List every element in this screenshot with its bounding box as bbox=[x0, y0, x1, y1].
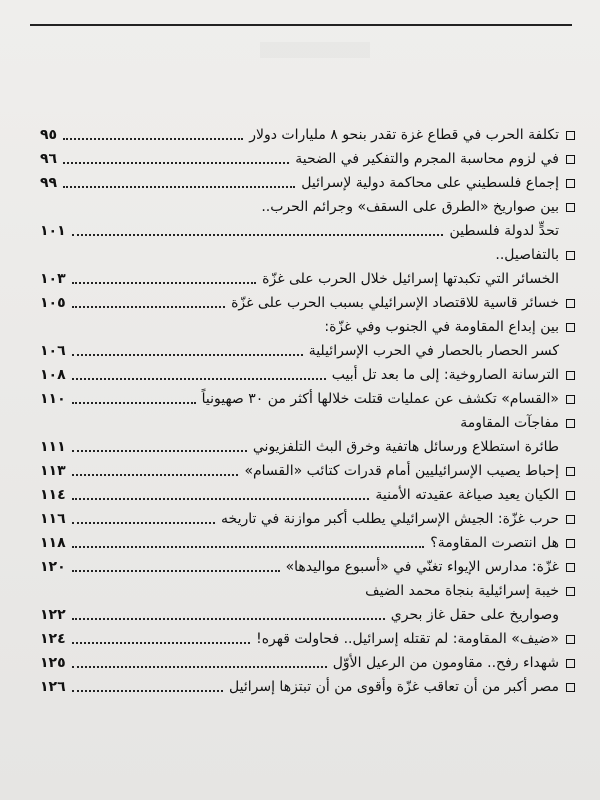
entry-title: بالتفاصيل.. bbox=[495, 247, 559, 263]
page-number: ١١٠ bbox=[40, 391, 66, 407]
page-number: ١٠٦ bbox=[40, 343, 66, 359]
entry-title: مصر أكبر من أن تعاقب غزّة وأقوى من أن تبتزها إسرائيل bbox=[229, 679, 559, 695]
toc-entry bbox=[40, 676, 575, 698]
entry-title: بين صواريخ «الطرق على السقف» وجرائم الحرب.. bbox=[261, 199, 559, 215]
entry-title: حرب غزّة: الجيش الإسرائيلي يطلب أكبر موازنة في تاريخه bbox=[221, 511, 559, 527]
checkbox-icon bbox=[566, 299, 575, 308]
toc-entry bbox=[40, 604, 575, 626]
entry-title: الترسانة الصاروخية: إلى ما بعد تل أبيب bbox=[331, 367, 559, 383]
dot-leader bbox=[72, 354, 303, 356]
entry-title: إجماع فلسطيني على محاكمة دولية لإسرائيل bbox=[301, 175, 559, 191]
checkbox-icon bbox=[566, 419, 575, 428]
checkbox-icon bbox=[566, 563, 575, 572]
entry-title: «القسام» تكشف عن عمليات قتلت خلالها أكثر من ٣٠ صهيونياً bbox=[201, 391, 559, 407]
dot-leader bbox=[72, 642, 250, 644]
entry-title: الكيان يعيد صياغة عقيدته الأمنية bbox=[375, 487, 559, 503]
toc-entry bbox=[40, 628, 575, 650]
page-number: ٩٥ bbox=[40, 127, 58, 143]
entry-title: شهداء رفح.. مقاومون من الرعيل الأوّل bbox=[332, 655, 559, 671]
checkbox-icon bbox=[566, 395, 575, 404]
dot-leader bbox=[72, 690, 223, 692]
checkbox-icon bbox=[566, 131, 575, 140]
dot-leader bbox=[72, 402, 196, 404]
checkbox-icon bbox=[566, 467, 575, 476]
toc-entry bbox=[40, 124, 575, 146]
dot-leader bbox=[72, 282, 257, 284]
page-number: ١١٦ bbox=[40, 511, 66, 527]
dot-leader bbox=[72, 234, 444, 236]
dot-leader bbox=[63, 162, 289, 164]
checkbox-icon bbox=[566, 203, 575, 212]
checkbox-icon bbox=[566, 491, 575, 500]
checkbox-icon bbox=[566, 179, 575, 188]
page-number: ١٢٦ bbox=[40, 679, 66, 695]
page-number: ١٢٥ bbox=[40, 655, 66, 671]
entry-title: خيبة إسرائيلية بنجاة محمد الضيف bbox=[365, 583, 559, 599]
page-number: ١٢٤ bbox=[40, 631, 66, 647]
toc-entry bbox=[40, 532, 575, 554]
dot-leader bbox=[63, 186, 295, 188]
page-number: ١١٣ bbox=[40, 463, 66, 479]
checkbox-icon bbox=[566, 155, 575, 164]
checkbox-icon bbox=[566, 683, 575, 692]
dot-leader bbox=[72, 306, 225, 308]
page-number: ١١١ bbox=[40, 439, 66, 455]
entry-title: هل انتصرت المقاومة؟ bbox=[430, 535, 559, 551]
page-number: ١٢٠ bbox=[40, 559, 66, 575]
checkbox-icon bbox=[566, 251, 575, 260]
entry-title: الخسائر التي تكبدتها إسرائيل خلال الحرب على غزّة bbox=[262, 271, 559, 287]
dot-leader bbox=[72, 666, 327, 668]
entry-title: في لزوم محاسبة المجرم والتفكير في الضحية bbox=[295, 151, 559, 167]
toc-entry bbox=[40, 484, 575, 506]
entry-title: تكلفة الحرب في قطاع غزة تقدر بنحو ٨ مليارات دولار bbox=[249, 127, 559, 143]
entry-title: بين إبداع المقاومة في الجنوب وفي غزّة: bbox=[324, 319, 559, 335]
toc-entry bbox=[40, 316, 575, 338]
checkbox-icon bbox=[566, 587, 575, 596]
checkbox-icon bbox=[566, 659, 575, 668]
checkbox-icon bbox=[566, 515, 575, 524]
toc-entry bbox=[40, 340, 575, 362]
toc-entry bbox=[40, 436, 575, 458]
entry-title: طائرة استطلاع ورسائل هاتفية وخرق البث التلفزيوني bbox=[252, 439, 559, 455]
entry-title: مفاجآت المقاومة bbox=[460, 415, 559, 431]
dot-leader bbox=[72, 618, 385, 620]
dot-leader bbox=[72, 522, 215, 524]
dot-leader bbox=[72, 546, 425, 548]
dot-leader bbox=[72, 474, 239, 476]
checkbox-icon bbox=[566, 371, 575, 380]
toc-entry bbox=[40, 556, 575, 578]
entry-title: خسائر قاسية للاقتصاد الإسرائيلي بسبب الحرب على غزّة bbox=[231, 295, 559, 311]
page-number: ١٢٢ bbox=[40, 607, 66, 623]
entry-title: غزّة: مدارس الإيواء تغنّي في «أسبوع مواليدها» bbox=[285, 559, 559, 575]
toc-entry bbox=[40, 388, 575, 410]
entry-title: «ضيف» المقاومة: لم تقتله إسرائيل.. فحاولت قهره! bbox=[256, 631, 559, 647]
toc-entry bbox=[40, 412, 575, 434]
toc-entry bbox=[40, 220, 575, 242]
page-number: ١٠٨ bbox=[40, 367, 66, 383]
page-number: ٩٦ bbox=[40, 151, 58, 167]
toc-entry bbox=[40, 196, 575, 218]
page-number: ١٠٣ bbox=[40, 271, 66, 287]
toc-entry bbox=[40, 508, 575, 530]
toc-entry bbox=[40, 172, 575, 194]
toc-entry bbox=[40, 460, 575, 482]
toc-entry bbox=[40, 364, 575, 386]
page-number: ١٠٥ bbox=[40, 295, 66, 311]
page-number: ١١٤ bbox=[40, 487, 66, 503]
checkbox-icon bbox=[566, 635, 575, 644]
checkbox-icon bbox=[566, 539, 575, 548]
entry-title: وصواريخ على حقل غاز بحري bbox=[390, 607, 559, 623]
entry-title: إحباط يصيب الإسرائيليين أمام قدرات كتائب «القسام» bbox=[244, 463, 559, 479]
page-number: ١٠١ bbox=[40, 223, 66, 239]
checkbox-icon bbox=[566, 323, 575, 332]
page-number: ٩٩ bbox=[40, 175, 58, 191]
toc-entry bbox=[40, 580, 575, 602]
dot-leader bbox=[72, 570, 280, 572]
toc-entry bbox=[40, 268, 575, 290]
entry-title: كسر الحصار بالحصار في الحرب الإسرائيلية bbox=[308, 343, 559, 359]
dot-leader bbox=[72, 498, 370, 500]
toc-entry bbox=[40, 292, 575, 314]
dot-leader bbox=[72, 378, 326, 380]
entry-title: تحدٍّ لدولة فلسطين bbox=[449, 223, 559, 239]
dot-leader bbox=[72, 450, 247, 452]
page-number: ١١٨ bbox=[40, 535, 66, 551]
toc-entry bbox=[40, 244, 575, 266]
toc-entry bbox=[40, 148, 575, 170]
dot-leader bbox=[63, 138, 243, 140]
toc-entry bbox=[40, 652, 575, 674]
